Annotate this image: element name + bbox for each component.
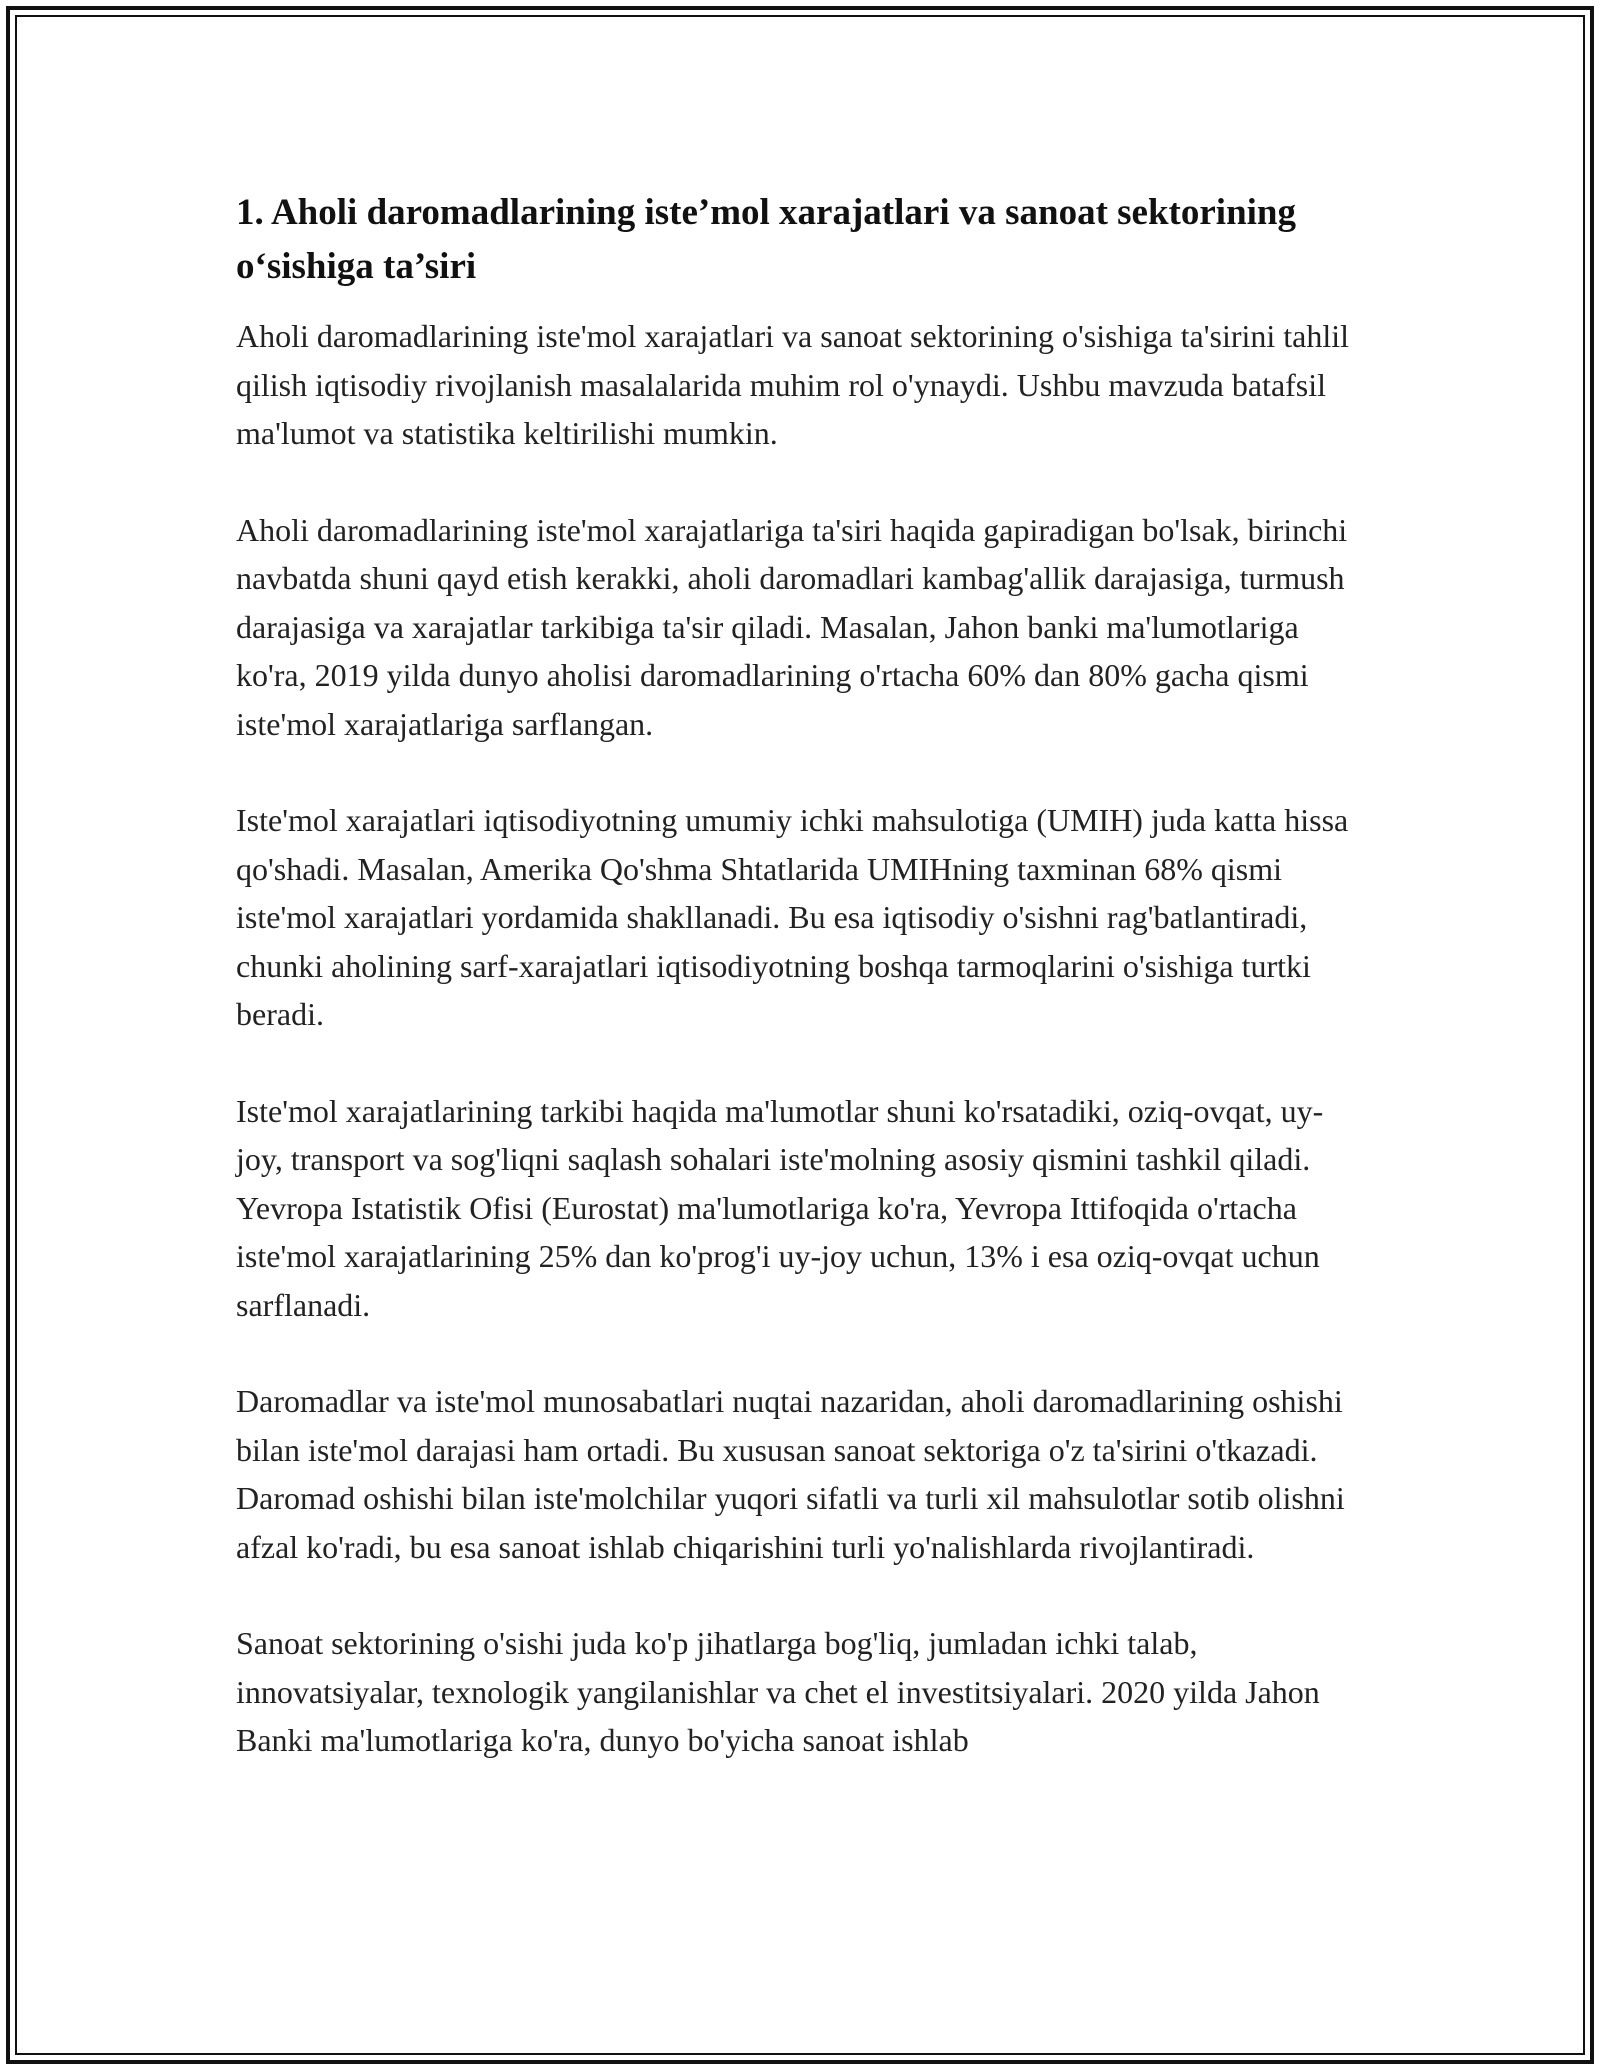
- paragraph-1: Aholi daromadlarining iste'mol xarajatlari va sanoat sektorining o'sishiga ta'sirini tahlil qilish iqtisodiy rivojlanish masalalarida muhim rol o'ynaydi. Ushbu mavzuda batafsil ma'lumot va statistika keltirilishi mumkin.: [236, 318, 1350, 451]
- page-title: 1. Aholi daromadlarining iste’mol xarajatlari va sanoat sektorining o‘sishiga ta’siri: [236, 192, 1297, 287]
- paragraph-3: Iste'mol xarajatlari iqtisodiyotning umumiy ichki mahsulotiga (UMIH) juda katta hissa qo'shadi. Masalan, Amerika Qo'shma Shtatlarida UMIHning taxminan 68% qismi iste'mol xarajatlari yordamida shakllanadi. Bu esa iqtisodiy o'sishni rag'batlantiradi, chunki aholining sarf-xarajatlari iqtisodiyotning boshqa tarmoqlarini o'sishiga turtki beradi.: [236, 802, 1349, 1032]
- paragraph-4: Iste'mol xarajatlarining tarkibi haqida ma'lumotlar shuni ko'rsatadiki, oziq-ovqat, uy-joy, transport va sog'liqni saqlash sohalari iste'molning asosiy qismini tashkil qiladi. Yevropa Istatistik Ofisi (Eurostat) ma'lumotlariga ko'ra, Yevropa Ittifoqida o'rtacha iste'mol xarajatlarining 25% dan ko'prog'i uy-joy uchun, 13% i esa oziq-ovqat uchun sarflanadi.: [236, 1092, 1324, 1323]
- paragraph-5: Daromadlar va iste'mol munosabatlari nuqtai nazaridan, aholi daromadlarining oshishi bilan iste'mol darajasi ham ortadi. Bu xususan sanoat sektoriga o'z ta'sirini o'tkazadi. Daromad oshishi bilan iste'molchilar yuqori sifatli va turli xil mahsulotlar sotib olishni afzal ko'radi, bu esa sanoat ishlab chiqarishini turli yo'nalishlarda rivojlantiradi.: [236, 1383, 1345, 1565]
- document-body: [236, 186, 1366, 1813]
- paragraph-6: Sanoat sektorining o'sishi juda ko'p jihatlarga bog'liq, jumladan ichki talab, innovatsiyalar, texnologik yangilanishlar va chet el investitsiyalari. 2020 yilda Jahon Banki ma'lumotlariga ko'ra, dunyo bo'yicha sanoat ishlab: [236, 1625, 1320, 1758]
- paragraph-2: Aholi daromadlarining iste'mol xarajatlariga ta'siri haqida gapiradigan bo'lsak, birinchi navbatda shuni qayd etish kerakki, aholi daromadlari kambag'allik darajasiga, turmush darajasiga va xarajatlar tarkibiga ta'sir qiladi. Masalan, Jahon banki ma'lumotlariga ko'ra, 2019 yilda dunyo aholisi daromadlarining o'rtacha 60% dan 80% gacha qismi iste'mol xarajatlariga sarflangan.: [236, 511, 1348, 742]
